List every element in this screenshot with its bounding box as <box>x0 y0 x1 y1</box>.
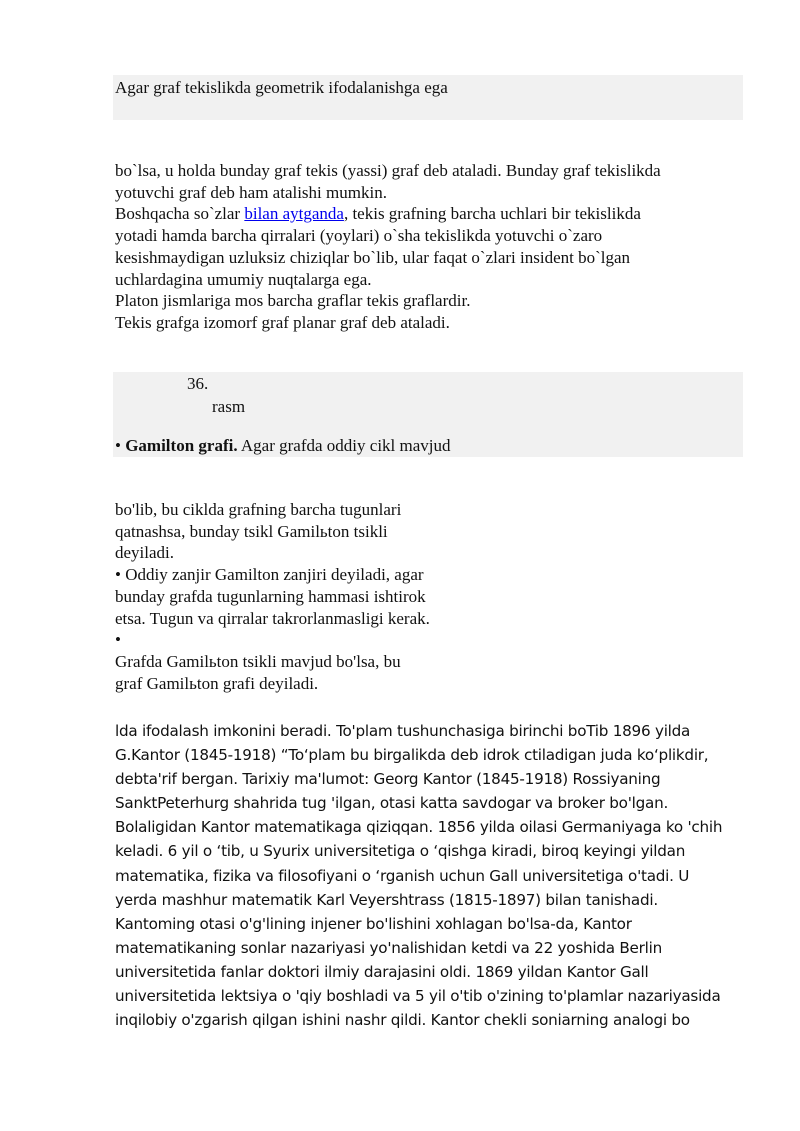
text-line: matematikaning sonlar nazariyasi yo'nalishidan ketdi va 22 yoshida Berlin <box>115 938 662 957</box>
kantor-paragraph <box>115 719 775 1032</box>
text-line: Grafda Gamilьton tsikli mavjud bo'lsa, bu <box>115 651 401 671</box>
hamilton-section <box>115 499 430 694</box>
hyperlink-bilan-aytganda[interactable]: bilan aytganda <box>244 204 344 224</box>
text-line: SanktPeterhurg shahrida tug 'ilgan, otasi katta savdogar va broker bo'lgan. <box>115 794 669 813</box>
text-line: matematika, fizika va filosofiyani o ‘rganish uchun Gall universitetiga o'tadi. U <box>115 866 690 885</box>
text-span: Agar grafda oddiy cikl mavjud <box>237 436 451 455</box>
text-line: debta'rif bergan. Tarixiy ma'lumot: Georg Kantor (1845-1918) Rossiyaning <box>115 770 661 789</box>
gamilton-heading-line <box>115 435 451 457</box>
text-line: • Oddiy zanjir Gamilton zanjiri deyiladi, agar <box>115 565 424 585</box>
text-line: graf Gamilьton grafi deyiladi. <box>115 673 319 693</box>
term-gamilton-grafi: Gamilton grafi. <box>125 436 238 455</box>
text-line: Platon jismlariga mos barcha graflar tekis graflardir. <box>115 291 471 311</box>
text-line-with-link <box>115 203 755 225</box>
text-line: Kantoming otasi o'g'lining injener bo'lishini xohlagan bo'lsa-da, Kantor <box>115 914 632 933</box>
text-line: keladi. 6 yil o ‘tib, u Syurix universitetiga o ‘qishga kiradi, biroq keyingi yildan <box>115 842 686 861</box>
figure-caption: rasm <box>212 397 246 416</box>
text-line: bo'lib, bu cikldа grafning barcha tugunlari <box>115 500 402 519</box>
text-line: qatnashsa, bunday tsikl Gamilьton tsikli <box>115 521 388 541</box>
text-line: Bolaligidan Kantor matematikaga qiziqqan. 1856 yilda oilasi Germaniyaga ko 'chih <box>115 818 723 837</box>
figure-number: 36. <box>187 374 209 393</box>
text-span: , tekis grafning barcha uchlari bir tekislikda <box>343 204 641 224</box>
text-line: etsa. Tugun va qirralar takrorlanmasligi kerak. <box>115 608 430 628</box>
text-line: Tekis grafga izomorf graf planar graf deb ataladi. <box>115 312 450 332</box>
text-line: uchlardagina umumiy nuqtalarga ega. <box>115 269 372 289</box>
text-line: inqilobiy o'zgarish qilgan ishini nashr qildi. Kantor chekli soniarning analogi bo <box>115 1011 690 1030</box>
text-line: universitetida lektsiya o 'qiy boshladi va 5 yil o'tib o'zining to'plamlar nazariyasida <box>115 987 721 1006</box>
text-line: yerda mashhur matematik Karl Veyershtrass (1815-1897) bilan tanishadi. <box>115 890 658 909</box>
bullet: • <box>115 436 121 455</box>
text-line: lda ifodalash imkonini beradi. To'plam tushunchasiga birinchi boTib 1896 yilda <box>115 722 691 740</box>
text-line: yotadi hamda barcha qirralari (yoylari) o`sha tekislikda yotuvchi o`zaro <box>115 226 603 246</box>
planar-paragraph <box>115 160 755 334</box>
text-span: Boshqacha so`zlar <box>115 204 245 224</box>
text-line: • <box>115 630 121 650</box>
text-line: bo`lsa, u holda bunday graf tekis (yassi) graf deb ataladi. Bunday graf tekislikda <box>115 161 661 180</box>
text-line: universitetida fanlar doktori ilmiy darajasini oldi. 1869 yildan Kantor Gall <box>115 962 649 981</box>
heading-text: Agar graf tekislikda geometrik ifodalanishga ega <box>115 78 448 97</box>
text-line: G.Kantor (1845-1918) “To‘plam bu birgalikda deb idrok ctiladigan juda ko‘plikdir, <box>115 746 709 765</box>
text-line: yotuvchi graf deb ham atalishi mumkin. <box>115 182 387 202</box>
text-line: bunday grafda tugunlarning hammasi ishtirok <box>115 586 426 606</box>
text-line: deyiladi. <box>115 543 175 563</box>
text-line: kesishmaydigan uzluksiz chiziqlar bo`lib, ular faqat o`zlari insident bo`lgan <box>115 247 631 267</box>
heading-box-text <box>115 77 448 99</box>
